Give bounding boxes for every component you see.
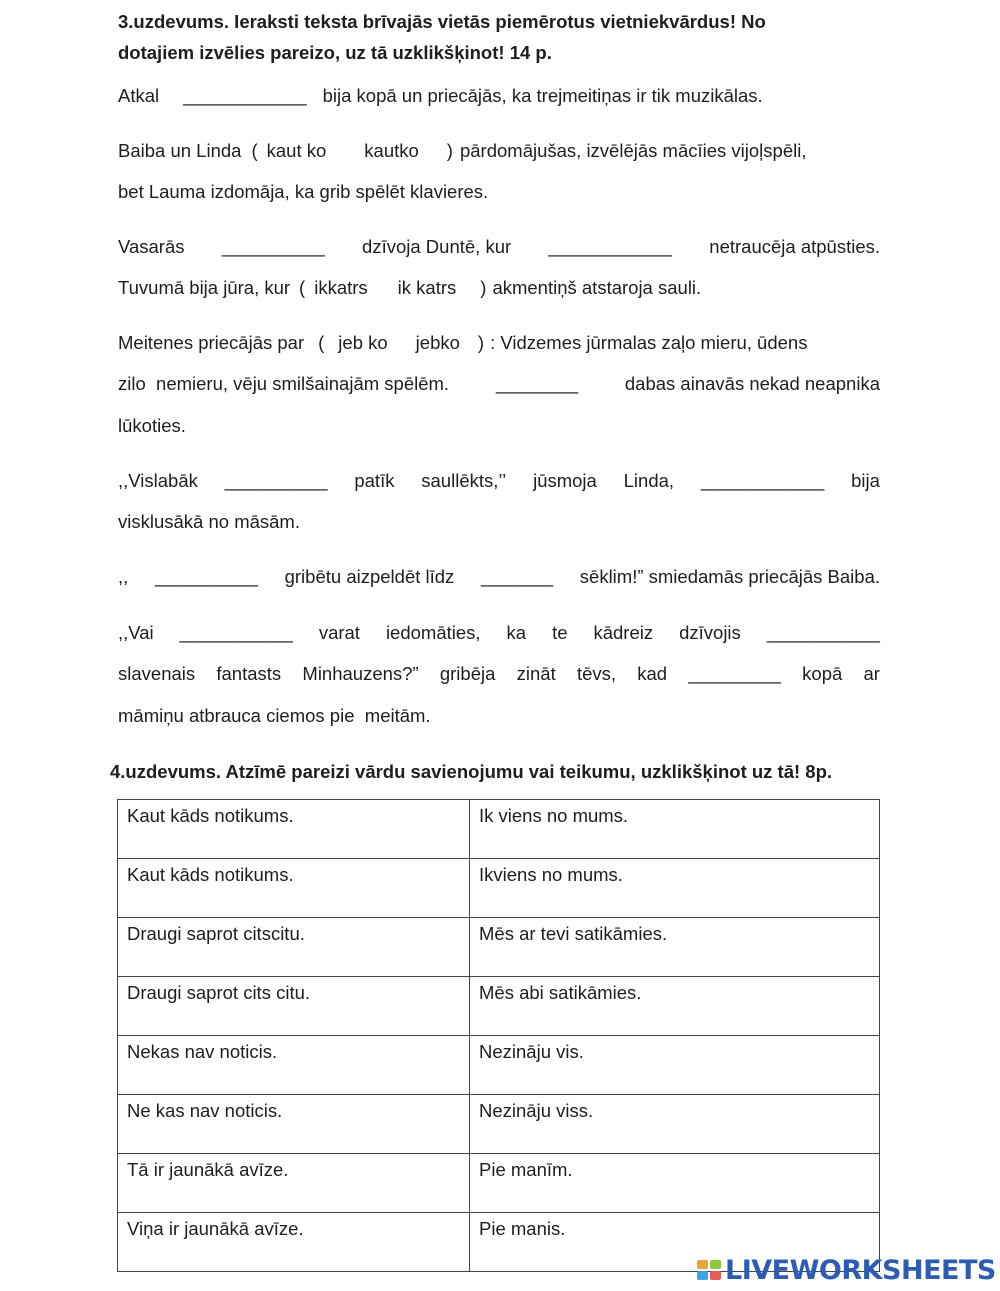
blank-input[interactable]: __________ bbox=[224, 470, 328, 491]
text: māmiņu atbrauca ciemos pie meitām. bbox=[118, 705, 431, 726]
text: Minhauzens?” bbox=[302, 663, 419, 684]
task4-table bbox=[117, 799, 880, 1272]
choice-cell[interactable]: Pie manis. bbox=[470, 1213, 880, 1272]
text: jūsmoja bbox=[533, 470, 597, 491]
text: sēklim!” smiedamās priecājās Baiba. bbox=[579, 566, 880, 587]
table-row bbox=[118, 918, 880, 977]
choice-cell[interactable]: Nezināju vis. bbox=[470, 1036, 880, 1095]
logo-text: LIVEWORKSHEETS bbox=[725, 1254, 996, 1286]
option-choice[interactable]: ikkatrs bbox=[314, 277, 368, 298]
text: akmentiņš atstaroja sauli. bbox=[492, 277, 702, 298]
table-row bbox=[118, 1154, 880, 1213]
task3-sentence-8-end bbox=[118, 703, 880, 729]
task3-sentence-6 bbox=[118, 468, 880, 494]
text: zilo nemieru, vēju smilšainajām spēlēm. bbox=[118, 373, 450, 394]
task3-sentence-5-end bbox=[118, 413, 880, 439]
text: Linda, bbox=[623, 470, 675, 491]
task3-heading-line1: 3.uzdevums. Ieraksti teksta brīvajās vietās piemērotus vietniekvārdus! No bbox=[118, 11, 766, 32]
choice-cell[interactable]: Draugi saprot cits citu. bbox=[118, 977, 470, 1036]
task3-sentence-5 bbox=[118, 330, 880, 356]
text: kādreiz bbox=[593, 622, 654, 643]
text: kad bbox=[637, 663, 668, 684]
text: Vasarās bbox=[118, 236, 185, 257]
choice-cell[interactable]: Mēs abi satikāmies. bbox=[470, 977, 880, 1036]
task3-sentence-4 bbox=[118, 275, 880, 301]
blank-input[interactable]: ___________ bbox=[179, 622, 293, 643]
choice-cell[interactable]: Ne kas nav noticis. bbox=[118, 1095, 470, 1154]
table-row bbox=[118, 1036, 880, 1095]
task3-sentence-3 bbox=[118, 234, 880, 260]
table-row bbox=[118, 1095, 880, 1154]
option-choice[interactable]: kautko bbox=[364, 140, 419, 161]
text: varat bbox=[318, 622, 360, 643]
text: ,,Vai bbox=[118, 622, 154, 643]
text: ,, bbox=[118, 566, 129, 587]
choice-cell[interactable]: Ik viens no mums. bbox=[470, 800, 880, 859]
text: kopā bbox=[802, 663, 843, 684]
paren-open: ( bbox=[251, 140, 258, 161]
paren-open: ( bbox=[318, 332, 325, 353]
text: dabas ainavās nekad neapnika bbox=[624, 373, 880, 394]
text: Meitenes priecājās par bbox=[118, 332, 305, 353]
text: slavenais bbox=[118, 663, 196, 684]
text: ,,Vislabāk bbox=[118, 470, 198, 491]
blank-input[interactable]: ____________ bbox=[183, 85, 307, 106]
choice-cell[interactable]: Pie manīm. bbox=[470, 1154, 880, 1213]
blank-input[interactable]: __________ bbox=[155, 566, 258, 587]
logo-mark-icon bbox=[697, 1260, 721, 1280]
text: ka bbox=[506, 622, 527, 643]
task3-heading bbox=[118, 6, 888, 68]
blank-input[interactable]: _______ bbox=[481, 566, 554, 587]
table-row bbox=[118, 977, 880, 1036]
text: pārdomājušas, izvēlējās mācīies vijoļspēli, bbox=[459, 140, 807, 161]
paren-close: ) bbox=[446, 140, 453, 161]
text: bet Lauma izdomāja, ka grib spēlēt klavieres. bbox=[118, 181, 489, 202]
option-choice[interactable]: jeb ko bbox=[338, 332, 388, 353]
task3-sentence-8 bbox=[118, 620, 880, 646]
paren-close: ) bbox=[480, 277, 487, 298]
task3-sentence-1 bbox=[118, 83, 880, 109]
task3-sentence-5-cont bbox=[118, 371, 880, 397]
text: visklusākā no māsām. bbox=[118, 511, 300, 532]
table-row bbox=[118, 859, 880, 918]
task3-sentence-2 bbox=[118, 138, 880, 164]
blank-input[interactable]: ________ bbox=[495, 373, 579, 394]
text: lūkoties. bbox=[118, 415, 186, 436]
text: te bbox=[552, 622, 568, 643]
text: Tuvumā bija jūra, kur bbox=[118, 277, 291, 298]
choice-cell[interactable]: Ikviens no mums. bbox=[470, 859, 880, 918]
choice-cell[interactable]: Kaut kāds notikums. bbox=[118, 800, 470, 859]
choice-cell[interactable]: Nezināju viss. bbox=[470, 1095, 880, 1154]
text: gribētu aizpeldēt līdz bbox=[284, 566, 455, 587]
text: bija bbox=[851, 470, 880, 491]
blank-input[interactable]: ____________ bbox=[548, 236, 672, 257]
text: iedomāties, bbox=[385, 622, 481, 643]
option-choice[interactable]: jebko bbox=[415, 332, 460, 353]
choice-cell[interactable]: Tā ir jaunākā avīze. bbox=[118, 1154, 470, 1213]
paren-close: ) bbox=[477, 332, 485, 353]
task3-sentence-8-cont bbox=[118, 661, 880, 687]
paren-open: ( bbox=[299, 277, 306, 298]
choice-cell[interactable]: Kaut kāds notikums. bbox=[118, 859, 470, 918]
text: tēvs, bbox=[576, 663, 617, 684]
text: patīk bbox=[354, 470, 395, 491]
option-choice[interactable]: ik katrs bbox=[397, 277, 457, 298]
text: dzīvojis bbox=[679, 622, 741, 643]
task3-sentence-6-cont bbox=[118, 509, 880, 535]
blank-input[interactable]: __________ bbox=[221, 236, 325, 257]
task3-sentence-2-cont bbox=[118, 179, 880, 205]
text: netraucēja atpūsties. bbox=[709, 236, 880, 257]
choice-cell[interactable]: Mēs ar tevi satikāmies. bbox=[470, 918, 880, 977]
text: Atkal bbox=[118, 85, 160, 106]
blank-input[interactable]: ___________ bbox=[766, 622, 880, 643]
table-row bbox=[118, 800, 880, 859]
task3-heading-line2: dotajiem izvēlies pareizo, uz tā uzklikšķinot! 14 p. bbox=[118, 42, 552, 63]
text: dzīvoja Duntē, kur bbox=[362, 236, 512, 257]
text: bija kopā un priecājās, ka trejmeitiņas ir tik muzikālas. bbox=[322, 85, 763, 106]
task4-heading: 4.uzdevums. Atzīmē pareizi vārdu savienojumu vai teikumu, uzklikšķinot uz tā! 8p. bbox=[110, 761, 833, 782]
text: Baiba un Linda bbox=[118, 140, 242, 161]
option-choice[interactable]: kaut ko bbox=[266, 140, 327, 161]
text: gribēja bbox=[439, 663, 496, 684]
liveworksheets-logo bbox=[697, 1254, 996, 1286]
choice-cell[interactable]: Draugi saprot citscitu. bbox=[118, 918, 470, 977]
blank-input[interactable]: _________ bbox=[688, 663, 781, 684]
task3-sentence-7 bbox=[118, 564, 880, 590]
text: saullēkts,’’ bbox=[421, 470, 507, 491]
blank-input[interactable]: ____________ bbox=[700, 470, 825, 491]
text: zināt bbox=[516, 663, 556, 684]
text: : Vidzemes jūrmalas zaļo mieru, ūdens bbox=[490, 332, 808, 353]
text: fantasts bbox=[216, 663, 282, 684]
choice-cell[interactable]: Viņa ir jaunākā avīze. bbox=[118, 1213, 470, 1272]
choice-cell[interactable]: Nekas nav noticis. bbox=[118, 1036, 470, 1095]
text: ar bbox=[863, 663, 880, 684]
